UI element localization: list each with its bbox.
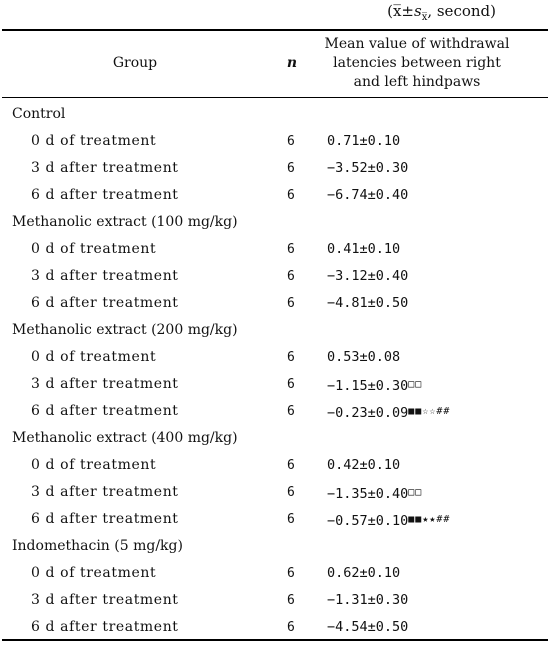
table-row [0,182,550,209]
time-label: 3 d after treatment [31,268,179,284]
mean-value-cell [327,263,408,290]
mean-value: 0.71±0.10 [327,133,401,149]
mean-value-cell [327,614,408,641]
n-cell: 6 [287,458,295,473]
time-label: 6 d after treatment [31,403,179,419]
significance-marks: ■■★★## [408,514,451,525]
time-label: 6 d after treatment [31,187,179,203]
time-label: 0 d of treatment [31,565,157,581]
table-row [0,344,550,371]
n-cell: 6 [287,134,295,149]
mean-value-cell [327,155,408,182]
group-label: Methanolic extract (400 mg/kg) [12,430,238,446]
caption-sd-symbol: s [413,2,422,20]
header-mean-line: and left hindpaws [353,74,481,90]
table-row [0,560,550,587]
mean-value: −1.35±0.40 [327,486,409,502]
group-row [0,425,550,452]
table-row [0,155,550,182]
mean-value-cell [327,479,422,508]
n-cell: 6 [287,593,295,608]
n-cell: 6 [287,188,295,203]
header-mean-line: latencies between right [333,55,501,71]
table-row [0,263,550,290]
time-label: 6 d after treatment [31,619,179,635]
header-n: n [286,55,298,71]
mean-value: 0.41±0.10 [327,241,401,257]
mean-value: −4.81±0.50 [327,295,409,311]
table-row [0,236,550,263]
table-row [0,587,550,614]
mean-value: −1.15±0.30 [327,378,409,394]
mean-value: 0.53±0.08 [327,349,401,365]
n-cell: 6 [287,620,295,635]
mean-value-cell [327,182,408,209]
n-cell: 6 [287,377,295,392]
mean-value-cell [327,236,400,263]
group-label: Methanolic extract (100 mg/kg) [12,214,238,230]
mean-value: −0.23±0.09 [327,405,409,421]
time-label: 3 d after treatment [31,592,179,608]
group-row [0,101,550,128]
time-label: 6 d after treatment [31,295,179,311]
significance-marks: □□ [408,487,423,498]
n-cell: 6 [287,296,295,311]
mean-value-cell [327,344,400,371]
n-cell: 6 [287,350,295,365]
time-label: 0 d of treatment [31,457,157,473]
time-label: 6 d after treatment [31,511,179,527]
time-label: 3 d after treatment [31,160,179,176]
header-mean-value [312,35,522,92]
table-caption [0,1,550,28]
header-group: Group [112,55,158,71]
caption-mean-symbol: x̅ [392,2,402,20]
group-label: Control [12,106,66,122]
table-row [0,452,550,479]
table-body [0,101,550,641]
significance-marks: ■■☆☆## [408,406,451,417]
mean-value-cell [327,560,400,587]
n-cell: 6 [287,566,295,581]
mean-value: −3.52±0.30 [327,160,409,176]
table-row [0,290,550,317]
table-header-rule [2,97,548,98]
table-row [0,398,550,425]
group-row [0,533,550,560]
mean-value-cell [327,290,408,317]
mean-value: −1.31±0.30 [327,592,409,608]
n-cell: 6 [287,269,295,284]
time-label: 3 d after treatment [31,484,179,500]
n-cell: 6 [287,161,295,176]
time-label: 0 d of treatment [31,349,157,365]
table-row [0,371,550,398]
time-label: 0 d of treatment [31,133,157,149]
mean-value-cell [327,371,422,400]
table-row [0,614,550,641]
time-label: 0 d of treatment [31,241,157,257]
group-row [0,317,550,344]
caption-open: ( [387,2,393,20]
time-label: 3 d after treatment [31,376,179,392]
caption-pm: ± [401,2,414,20]
mean-value: 0.42±0.10 [327,457,401,473]
mean-value-cell [327,398,450,427]
table-bottom-rule [2,639,548,641]
mean-value-cell [327,506,450,535]
significance-marks: □□ [408,379,423,390]
caption-sd-subscript: x̅ [421,12,428,23]
table-row [0,479,550,506]
n-cell: 6 [287,404,295,419]
group-row [0,209,550,236]
group-label: Methanolic extract (200 mg/kg) [12,322,238,338]
mean-value: 0.62±0.10 [327,565,401,581]
mean-value: −3.12±0.40 [327,268,409,284]
mean-value-cell [327,128,400,155]
table-row [0,128,550,155]
n-cell: 6 [287,242,295,257]
n-cell: 6 [287,485,295,500]
mean-value: −6.74±0.40 [327,187,409,203]
table-row [0,506,550,533]
mean-value-cell [327,587,408,614]
header-mean-line: Mean value of withdrawal [324,36,510,52]
group-label: Indomethacin (5 mg/kg) [12,538,183,554]
caption-rest: , second) [427,2,496,20]
mean-value: −4.54±0.50 [327,619,409,635]
mean-value: −0.57±0.10 [327,513,409,529]
table-top-rule [2,29,548,31]
n-cell: 6 [287,512,295,527]
mean-value-cell [327,452,400,479]
